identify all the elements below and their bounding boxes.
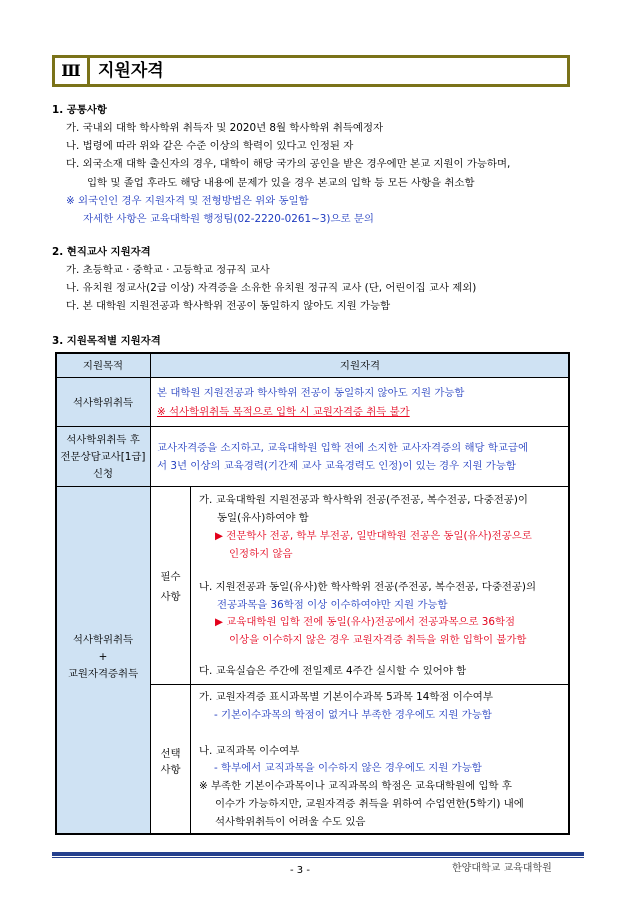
opt-note-line2: 이수가 가능하지만, 교원자격증 취득을 위하여 수업연한(5학기) 내에 xyxy=(215,798,524,810)
opt-note-line3: 석사학위취득이 어려울 수도 있음 xyxy=(215,816,366,828)
s1-note-line2: 자세한 사항은 교육대학원 행정팀(02-2220-0261~3)으로 문의 xyxy=(83,213,374,225)
table-subcol-divider xyxy=(190,487,191,833)
s1-item-ga: 가. 국내외 대학 학사학위 취득자 및 2020년 8월 학사학위 취득예정자 xyxy=(66,122,384,134)
page-number: - 3 - xyxy=(290,865,310,876)
row2-label-line3: 신청 xyxy=(92,468,114,480)
table-col2-header: 지원자격 xyxy=(339,360,381,372)
table-border-top xyxy=(55,352,570,354)
row1-label: 석사학위취득 xyxy=(72,397,134,409)
optional-label-line2: 사항 xyxy=(160,764,181,776)
row3-label-line2: + xyxy=(98,651,108,663)
s1-item-da-line1: 다. 외국소재 대학 출신자의 경우, 대학이 해당 국가의 공인을 받은 경우에만 본교 지원이 가능하며, xyxy=(66,158,511,170)
table-col1-header: 지원목적 xyxy=(82,360,124,372)
footer-org: 한양대학교 교육대학원 xyxy=(452,863,552,874)
footer-rule xyxy=(52,857,584,858)
s2-heading: 2. 현직교사 지원자격 xyxy=(52,246,151,258)
req-da: 다. 교육실습은 주간에 전일제로 4주간 실시할 수 있어야 함 xyxy=(199,665,467,677)
table-border-left xyxy=(55,352,57,835)
req-ga-note-line2: 인정하지 않음 xyxy=(229,548,293,560)
s1-item-da-line2: 입학 및 졸업 후라도 해당 내용에 문제가 있을 경우 본교의 입학 등 모든 사항을 취소함 xyxy=(87,177,475,189)
req-ga-line1: 가. 교육대학원 지원전공과 학사학위 전공(주전공, 복수전공, 다중전공)이 xyxy=(199,494,528,506)
s2-item-ga: 가. 초등학교 · 중학교 · 고등학교 정규직 교사 xyxy=(66,264,270,276)
footer-bar xyxy=(52,852,584,856)
section-number: Ⅲ xyxy=(52,55,90,87)
opt-na: 나. 교직과목 이수여부 xyxy=(199,745,300,757)
row1-line2: ※ 석사학위취득 목적으로 입학 시 교원자격증 취득 불가 xyxy=(157,406,410,418)
s1-item-na: 나. 법령에 따라 위와 같은 수준 이상의 학력이 있다고 인정된 자 xyxy=(66,140,354,152)
s1-heading: 1. 공통사항 xyxy=(52,104,107,116)
table-row1-divider xyxy=(55,426,570,427)
req-na-line1: 나. 지원전공과 동일(유사)한 학사학위 전공(주전공, 복수전공, 다중전공)의 xyxy=(199,581,537,593)
table-border-bottom xyxy=(55,833,570,835)
section-title: 지원자격 xyxy=(98,61,164,81)
opt-note-line1: ※ 부족한 기본이수과목이나 교직과목의 학점은 교육대학원에 입학 후 xyxy=(199,780,512,792)
optional-label-line1: 선택 xyxy=(160,748,181,760)
s2-item-na: 나. 유치원 정교사(2급 이상) 자격증을 소유한 유치원 정규직 교사 (단, 어린이집 교사 제외) xyxy=(66,282,477,294)
row3-label-line1: 석사학위취득 xyxy=(72,634,134,646)
table-subrow-divider xyxy=(151,684,570,685)
s2-item-da: 다. 본 대학원 지원전공과 학사학위 전공이 동일하지 않아도 지원 가능함 xyxy=(66,300,391,312)
row3-label-line3: 교원자격증취득 xyxy=(67,668,139,680)
req-ga-line2: 동일(유사)하여야 함 xyxy=(217,512,309,524)
required-label-line1: 필수 xyxy=(160,571,181,583)
opt-ga: 가. 교원자격증 표시과목별 기본이수과목 5과목 14학점 이수여부 xyxy=(199,691,493,703)
table-row2-divider xyxy=(55,486,570,487)
req-na-note-line2: 이상을 이수하지 않은 경우 교원자격증 취득을 위한 입학이 불가함 xyxy=(229,634,527,646)
table-header-divider xyxy=(55,377,570,378)
table-border-right xyxy=(568,352,570,835)
row2-label-line2: 전문상담교사[1급] xyxy=(60,451,146,463)
row1-line1: 본 대학원 지원전공과 학사학위 전공이 동일하지 않아도 지원 가능함 xyxy=(157,387,465,399)
req-na-line2: 전공과목을 36학점 이상 이수하여야만 지원 가능함 xyxy=(217,599,448,611)
opt-na-note: - 학부에서 교직과목을 이수하지 않은 경우에도 지원 가능함 xyxy=(214,762,482,774)
row2-line2: 서 3년 이상의 교육경력(기간제 교사 교육경력도 인정)이 있는 경우 지원 가능함 xyxy=(157,460,516,472)
row2-label-line1: 석사학위취득 후 xyxy=(66,434,140,446)
row2-line1: 교사자격증을 소지하고, 교육대학원 입학 전에 소지한 교사자격증의 해당 학교급에 xyxy=(157,442,528,454)
s3-heading: 3. 지원목적별 지원자격 xyxy=(52,335,161,347)
req-ga-note-line1: ▶ 전문학사 전공, 학부 부전공, 일반대학원 전공은 동일(유사)전공으로 xyxy=(215,530,532,542)
opt-ga-note: - 기본이수과목의 학점이 없거나 부족한 경우에도 지원 가능함 xyxy=(214,709,492,721)
req-na-note-line1: ▶ 교육대학원 입학 전에 동일(유사)전공에서 전공과목으로 36학점 xyxy=(215,616,516,628)
required-label-line2: 사항 xyxy=(160,591,181,603)
s1-note-line1: ※ 외국인인 경우 지원자격 및 전형방법은 위와 동일함 xyxy=(66,195,309,207)
